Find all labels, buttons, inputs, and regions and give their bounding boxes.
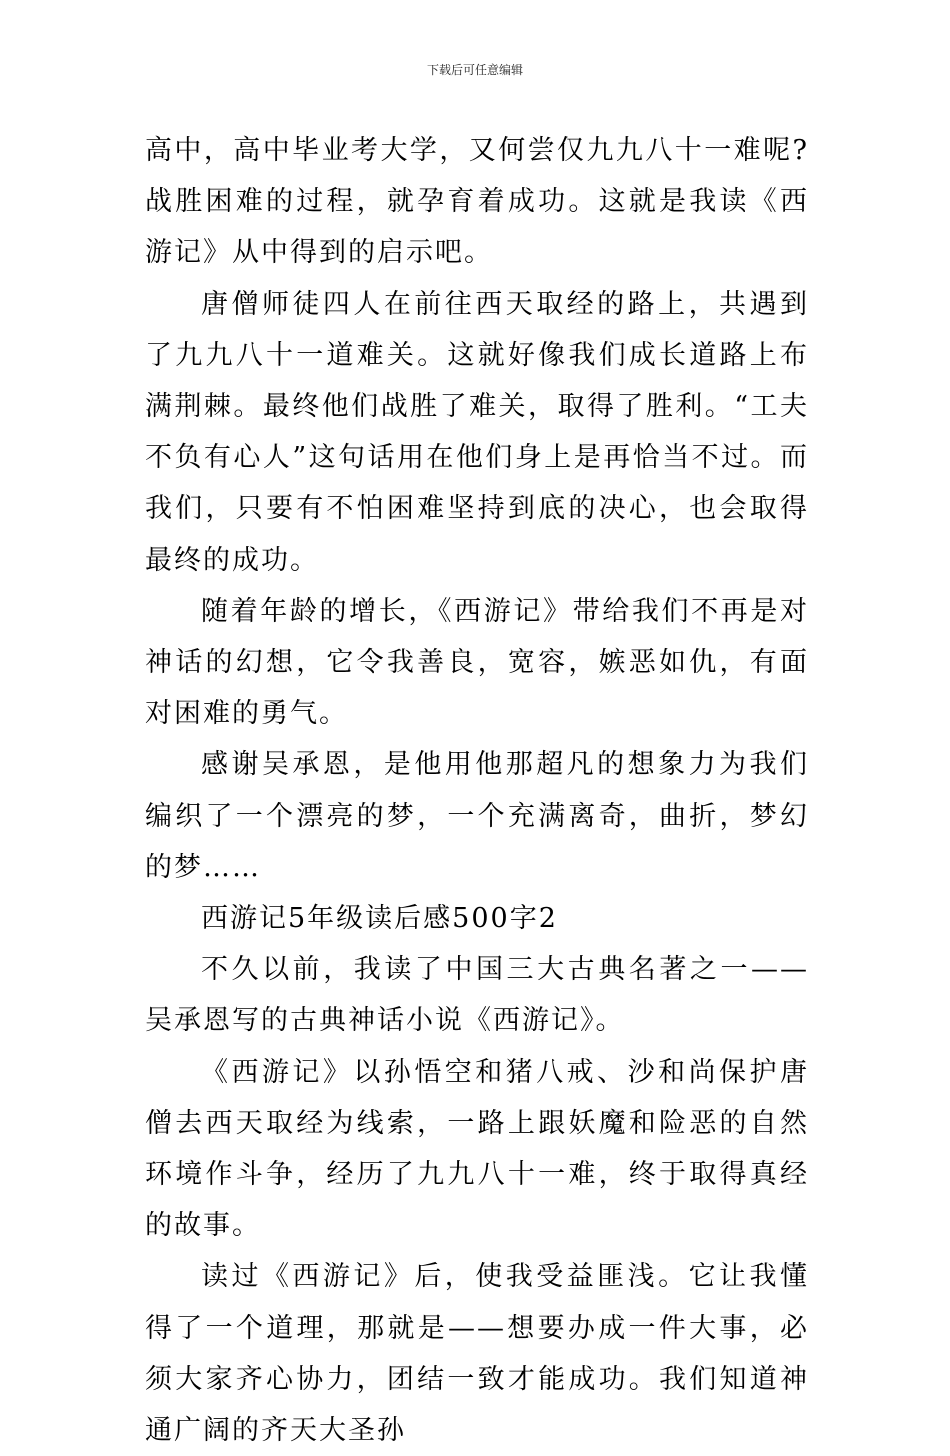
- paragraph-continuation: 高中，高中毕业考大学，又何尝仅九九八十一难呢?战胜困难的过程，就孕育着成功。这就是我读《西游记》从中得到的启示吧。: [145, 135, 809, 269]
- paragraph: 感谢吴承恩，是他用他那超凡的想象力为我们编织了一个漂亮的梦，一个充满离奇，曲折，梦幻的梦……: [145, 749, 809, 883]
- paragraph: 唐僧师徒四人在前往西天取经的路上，共遇到了九九八十一道难关。这就好像我们成长道路上布满荆棘。最终他们战胜了难关，取得了胜利。“工夫不负有心人”这句话用在他们身上是再恰当不过。而我们，只要有不怕困难坚持到底的决心，也会取得最终的成功。: [145, 288, 809, 576]
- section-title: 西游记5年级读后感500字2: [201, 903, 558, 935]
- paragraph: 不久以前，我读了中国三大古典名著之一——吴承恩写的古典神话小说《西游记》。: [145, 954, 809, 1037]
- paragraph: 随着年龄的增长，《西游记》带给我们不再是对神话的幻想，它令我善良，宽容，嫉恶如仇，有面对困难的勇气。: [145, 595, 809, 730]
- document-body: [145, 125, 809, 1456]
- page-header: 下载后可任意编辑: [426, 63, 523, 77]
- paragraph: 读过《西游记》后，使我受益匪浅。它让我懂得了一个道理，那就是——想要办成一件大事，必须大家齐心协力，团结一致才能成功。我们知道神通广阔的齐天大圣孙: [145, 1261, 809, 1447]
- paragraph: 《西游记》以孙悟空和猪八戒、沙和尚保护唐僧去西天取经为线索，一路上跟妖魔和险恶的自然环境作斗争，经历了九九八十一难，终于取得真经的故事。: [145, 1056, 809, 1242]
